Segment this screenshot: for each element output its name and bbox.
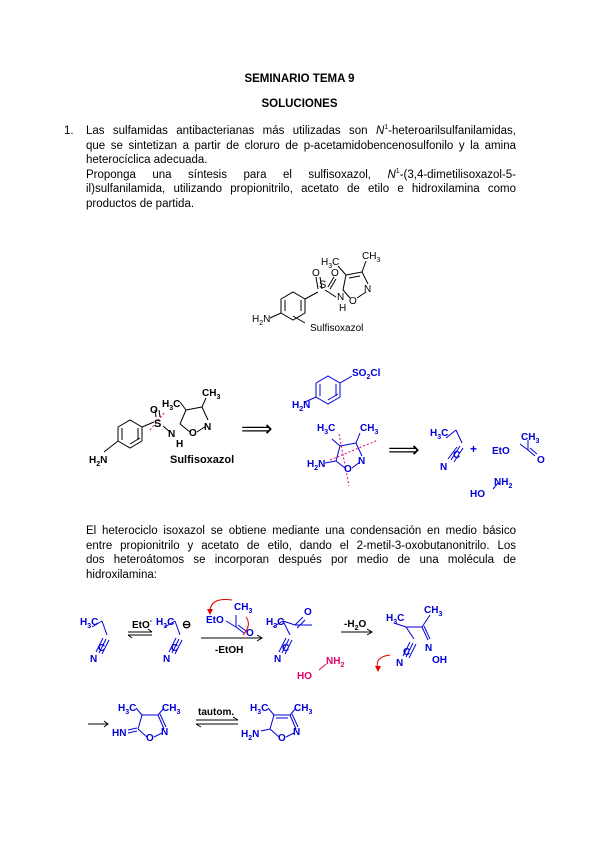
propionitrile-n: N: [440, 462, 448, 473]
oxygen-atom-1: O: [312, 268, 320, 279]
m1-c: C: [98, 643, 106, 654]
retro-sulfur: S: [154, 418, 162, 430]
synthon-amino: $H_2N$: [292, 400, 311, 413]
q1-line-3: heterocíclica adecuada.: [86, 154, 208, 167]
synthon-amine: $H_2N$: [307, 459, 326, 472]
propionitrile-methyl: $H_3C$: [430, 428, 449, 441]
synthon-methyl-left: $H_3C$: [317, 423, 336, 436]
m-ethyl-acetate-eto: EtO: [206, 615, 224, 626]
document-title: SEMINARIO TEMA 9: [244, 73, 355, 85]
m1-methyl: $H_3C$: [80, 617, 99, 630]
m4-oxime-n: N: [425, 643, 433, 654]
tautomerization-label: tautom.: [198, 707, 235, 718]
q1-line-1: Las sulfamidas antibacterianas más utilizadas son $N^1$-heteroarilsulfanilamidas,: [86, 124, 516, 137]
retrosynthesis-scheme: [0, 360, 599, 505]
m2-n: N: [163, 654, 171, 665]
figure-1-caption: Sulfisoxazol: [310, 323, 364, 334]
m2-c: C: [171, 643, 179, 654]
question-1-text: [86, 124, 516, 212]
q1-line-4: Proponga una síntesis para el sulfisoxazol, $N^1-(3,4-dimetilisoxazol-5-$: [86, 167, 516, 181]
m3-n: N: [274, 654, 282, 665]
m-ethoxide: EtO-: [132, 618, 153, 631]
sulfonamide-n: N: [337, 292, 345, 303]
sulfonamide-h: H: [339, 303, 347, 314]
p2-line-4: hidroxilamina:: [86, 568, 157, 581]
synthon-methyl-right: $CH_3$: [360, 423, 379, 436]
ring-nitrogen: N: [364, 284, 372, 295]
m6-methyl-right: $CH_3$: [294, 703, 313, 716]
m5-imine: HN: [112, 728, 127, 739]
m6-amine: $H_2N$: [241, 729, 260, 742]
q1-line-6: productos de partida.: [86, 197, 195, 210]
synthon-ring-n: N: [358, 456, 366, 467]
retro-arrow-2: ⟹: [388, 437, 420, 462]
retro-methyl-left: $H_3C$: [162, 399, 181, 412]
m-acetate-methyl: $CH_3$: [234, 602, 253, 615]
m-minus-etoh: -EtOH: [215, 645, 244, 656]
m5-methyl-left: $H_3C$: [118, 703, 137, 716]
retro-methyl-right: $CH_3$: [202, 388, 221, 401]
acetate-oxygen: O: [537, 455, 545, 466]
amino-group: $H_2N$: [252, 314, 271, 327]
question-number: 1.: [64, 125, 74, 137]
sulfonyl-chloride: $SO_2Cl$: [352, 368, 381, 381]
oxygen-atom-2: O: [331, 268, 339, 279]
retro-target-label: Sulfisoxazol: [170, 454, 235, 466]
retro-ring-o: O: [189, 428, 197, 439]
m4-methyl: $H_3C$: [386, 613, 405, 626]
acetate-methyl: $CH_3$: [521, 432, 540, 445]
retro-h: H: [176, 439, 184, 450]
document-subtitle: SOLUCIONES: [261, 98, 338, 110]
m2-methyl: $H_3C$: [156, 617, 175, 630]
p2-line-2: entre propionitrilo y acetato de etilo, dando el 2-metil-3-oxobutanonitrilo. Los: [86, 539, 516, 552]
m3-methyl: $H_3C$: [266, 617, 285, 630]
p2-line-3: dos heteroátomos se incorporan después por medio de una molécula de: [86, 554, 516, 567]
plus-sign: +: [470, 442, 478, 456]
retro-oxygen: O: [150, 405, 158, 416]
p2-line-1: El heterociclo isoxazol se obtiene mediante una condensación en medio básico: [86, 525, 516, 537]
retro-arrow-1: ⟹: [241, 416, 273, 441]
m6-ring-n: N: [293, 727, 301, 738]
hydroxylamine-nh2-pink: $NH_2$: [326, 656, 345, 669]
m-acetate-o: O: [246, 628, 254, 639]
methyl-left: $H_3C$: [321, 257, 340, 270]
m5-ring-n: N: [161, 727, 169, 738]
retro-ring-n: N: [204, 422, 212, 433]
m-minus-water: $-H_2O$: [344, 619, 367, 632]
synthon-ring-o: O: [344, 464, 352, 475]
m5-ring-o: O: [146, 733, 154, 744]
paragraph-2: [86, 524, 516, 582]
retro-amino: $H_2N$: [89, 455, 108, 468]
q1-line-5: il)sulfanilamida, utilizando propionitrilo, acetato de etilo e hidroxilamina como: [86, 183, 516, 196]
m1-n: N: [90, 654, 98, 665]
m3-c: C: [282, 643, 290, 654]
hydroxylamine-nh2: $NH_2$: [494, 477, 513, 490]
propionitrile-c: C: [453, 450, 461, 461]
m4-oh: OH: [432, 655, 447, 666]
sulfur-atom: S: [319, 279, 327, 291]
mechanism-row-1: [0, 595, 599, 690]
hydroxylamine-ho-pink: HO: [297, 671, 312, 682]
m4-n: N: [396, 658, 404, 669]
m5-methyl-right: $CH_3$: [162, 703, 181, 716]
sulfisoxazol-structure: [0, 240, 599, 340]
retro-n: N: [168, 429, 176, 440]
hydroxylamine-ho: HO: [470, 489, 485, 500]
methyl-right: $CH_3$: [362, 251, 381, 264]
m4-c: C: [403, 647, 411, 658]
q1-line-2: que se sintetizan a partir de cloruro de p-acetamidobencenosulfonilo y la amina: [86, 139, 516, 152]
m3-ketone-o: O: [304, 607, 312, 618]
ethoxy-group: EtO: [492, 446, 510, 457]
m2-carbanion: ⊖: [182, 619, 192, 631]
ring-oxygen: O: [349, 296, 357, 307]
m6-ring-o: O: [278, 733, 286, 744]
m4-ch3: $CH_3$: [424, 605, 443, 618]
mechanism-row-2: [0, 695, 599, 760]
m6-methyl-left: $H_3C$: [250, 703, 269, 716]
